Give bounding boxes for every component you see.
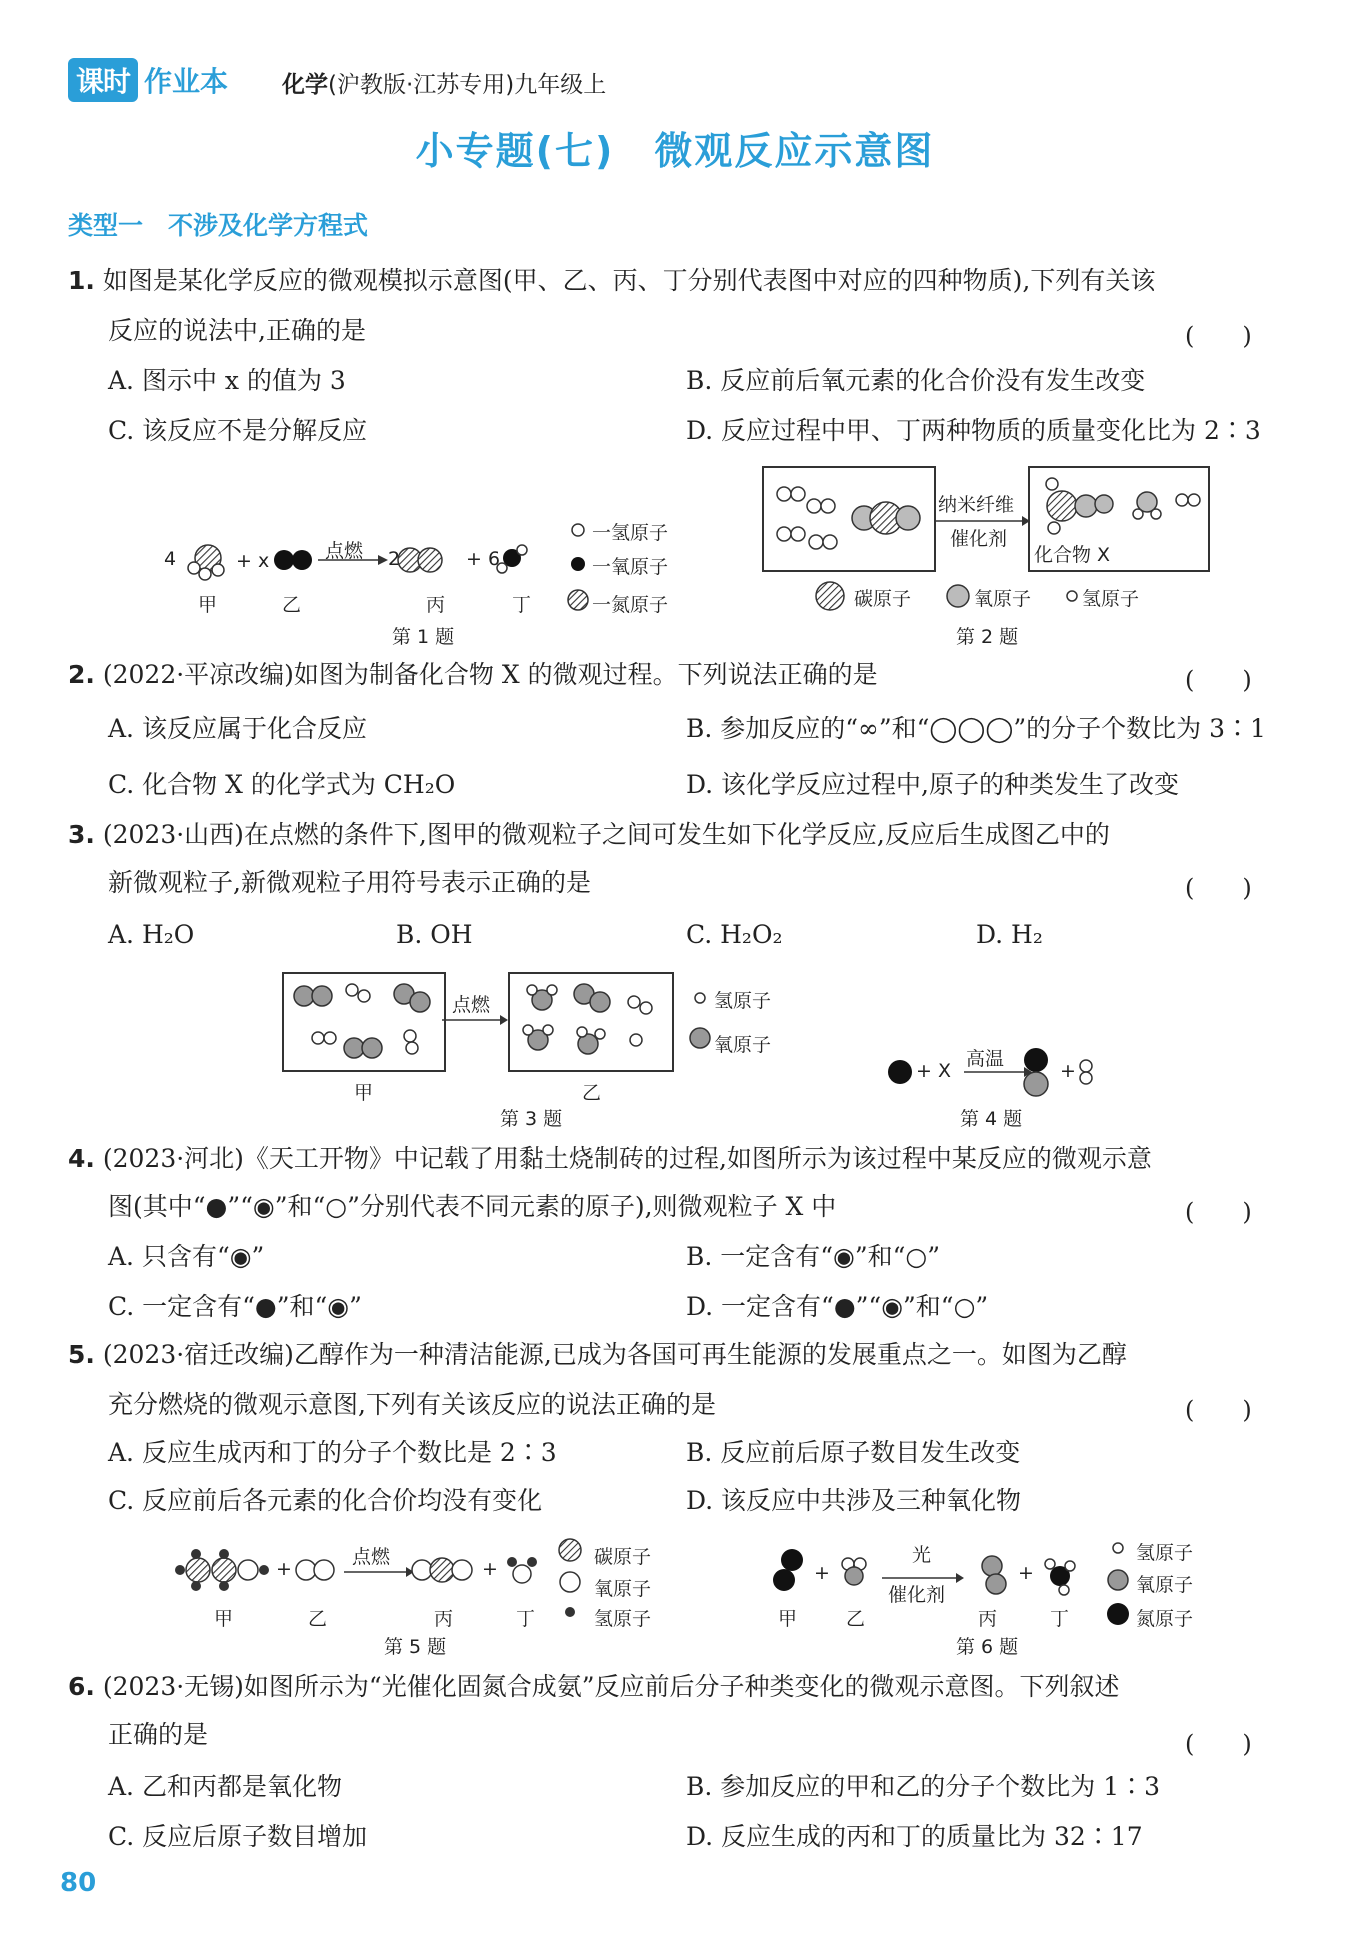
section-heading: 类型一 不涉及化学方程式	[68, 211, 369, 240]
brand-logo	[68, 58, 228, 102]
legend-carbon: 碳原子	[594, 1546, 652, 1568]
option-c[interactable]: C. 反应后原子数目增加	[108, 1822, 368, 1851]
label-bing: 丙	[434, 1608, 454, 1630]
option-c[interactable]: C. H₂O₂	[686, 920, 783, 949]
question-text: (2023·山西)在点燃的条件下,图甲的微观粒子之间可发生如下化学反应,反应后生成图乙中的	[102, 820, 1110, 849]
label-yi: 乙	[582, 1082, 602, 1104]
reaction-condition: 点燃	[452, 994, 491, 1016]
option-b[interactable]: B. OH	[396, 920, 473, 949]
answer-bracket[interactable]: ( )	[1185, 874, 1252, 902]
question-2	[68, 660, 878, 690]
option-b[interactable]: B. 反应前后氧元素的化合价没有发生改变	[686, 366, 1146, 395]
option-d[interactable]: D. 反应生成的丙和丁的质量比为 32∶17	[686, 1822, 1143, 1851]
logo-text: 作业本	[144, 65, 229, 98]
option-a[interactable]: A. 图示中 x 的值为 3	[108, 366, 346, 395]
legend-oxygen: 氧原子	[714, 1034, 772, 1056]
option-c[interactable]: C. 化合物 X 的化学式为 CH₂O	[108, 770, 456, 799]
reaction-condition: 高温	[966, 1048, 1005, 1070]
figure-1-caption: 第 1 题	[392, 626, 455, 648]
question-text-cont: 图(其中“●”“◉”和“○”分别代表不同元素的原子),则微观粒子 X 中	[108, 1192, 837, 1221]
label-ding: 丁	[512, 594, 532, 616]
question-number: 5.	[68, 1340, 95, 1369]
question-text-cont: 反应的说法中,正确的是	[108, 316, 366, 345]
figure-5-caption: 第 5 题	[384, 1636, 447, 1658]
label-yi: 乙	[846, 1608, 866, 1630]
question-number: 3.	[68, 820, 95, 849]
question-number: 6.	[68, 1672, 95, 1701]
figure-4-caption: 第 4 题	[960, 1108, 1023, 1130]
reactant-x: + X	[916, 1060, 951, 1082]
option-b[interactable]: B. 参加反应的甲和乙的分子个数比为 1∶3	[686, 1772, 1161, 1801]
question-text: (2023·宿迁改编)乙醇作为一种清洁能源,已成为各国可再生能源的发展重点之一。如图为乙醇	[102, 1340, 1127, 1369]
option-b[interactable]: B. 反应前后原子数目发生改变	[686, 1438, 1021, 1467]
reaction-condition: 催化剂	[950, 528, 1008, 550]
option-a[interactable]: A. 该反应属于化合反应	[108, 714, 367, 743]
option-d[interactable]: D. 反应过程中甲、丁两种物质的质量变化比为 2∶3	[686, 416, 1261, 445]
legend-hydrogen: 氢原子	[594, 1608, 652, 1630]
reaction-condition: 点燃	[352, 1546, 391, 1568]
label-bing: 丙	[426, 594, 446, 616]
question-number: 1.	[68, 266, 95, 295]
question-number: 4.	[68, 1144, 95, 1173]
book-subtitle	[282, 66, 606, 99]
legend-oxygen: 一氧原子	[592, 556, 669, 578]
coefficient: + x	[236, 550, 270, 572]
question-text: 如图是某化学反应的微观模拟示意图(甲、乙、丙、丁分别代表图中对应的四种物质),下列有关该	[102, 266, 1156, 295]
option-a[interactable]: A. H₂O	[108, 920, 195, 949]
question-6	[68, 1672, 1120, 1702]
legend-oxygen: 氧原子	[594, 1578, 652, 1600]
figure-2-caption: 第 2 题	[956, 626, 1019, 648]
question-text-cont: 充分燃烧的微观示意图,下列有关该反应的说法正确的是	[108, 1390, 716, 1419]
option-d[interactable]: D. 该反应中共涉及三种氧化物	[686, 1486, 1022, 1515]
label-ding: 丁	[516, 1608, 536, 1630]
legend-hydrogen: 一氢原子	[592, 522, 669, 544]
coefficient: 2	[388, 548, 401, 570]
plus-sign: +	[482, 1558, 498, 1580]
option-c[interactable]: C. 一定含有“●”和“◉”	[108, 1292, 362, 1321]
question-5	[68, 1340, 1127, 1370]
question-text-cont: 正确的是	[108, 1720, 209, 1749]
legend-oxygen: 氧原子	[974, 588, 1032, 610]
option-a[interactable]: A. 只含有“◉”	[108, 1242, 265, 1271]
figure-6-caption: 第 6 题	[956, 1636, 1019, 1658]
label-bing: 丙	[978, 1608, 998, 1630]
reaction-condition: 点燃	[325, 540, 364, 562]
option-b[interactable]: B. 一定含有“◉”和“○”	[686, 1242, 941, 1271]
option-c[interactable]: C. 该反应不是分解反应	[108, 416, 368, 445]
label-jia: 甲	[778, 1608, 798, 1630]
coefficient: 4	[164, 548, 177, 570]
legend-oxygen: 氧原子	[1136, 1574, 1194, 1596]
figure-5-legend-icons	[556, 1536, 586, 1626]
question-4	[68, 1144, 1152, 1174]
reaction-condition: 催化剂	[888, 1584, 946, 1606]
question-3	[68, 820, 1110, 850]
legend-carbon: 碳原子	[854, 588, 912, 610]
label-jia: 甲	[214, 1608, 234, 1630]
reaction-condition: 纳米纤维	[938, 494, 1015, 516]
option-d[interactable]: D. 一定含有“●”“◉”和“○”	[686, 1292, 989, 1321]
plus-sign: +	[276, 1558, 292, 1580]
question-text-cont: 新微观粒子,新微观粒子用符号表示正确的是	[108, 868, 591, 897]
option-d[interactable]: D. H₂	[976, 920, 1043, 949]
legend-nitrogen: 氮原子	[1136, 1608, 1194, 1630]
option-d[interactable]: D. 该化学反应过程中,原子的种类发生了改变	[686, 770, 1179, 799]
coefficient: + 6	[466, 548, 501, 570]
label-jia: 甲	[198, 594, 218, 616]
reaction-condition: 光	[912, 1544, 932, 1566]
figure-3-diagram	[282, 972, 682, 1072]
figure-6-legend-icons	[1104, 1536, 1134, 1628]
answer-bracket[interactable]: ( )	[1185, 1198, 1252, 1226]
subject: 化学	[282, 72, 328, 98]
question-1	[68, 266, 1155, 296]
page-number: 80	[60, 1868, 97, 1898]
option-c[interactable]: C. 反应前后各元素的化合价均没有变化	[108, 1486, 543, 1515]
question-number: 2.	[68, 660, 95, 689]
label-ding: 丁	[1050, 1608, 1070, 1630]
answer-bracket[interactable]: ( )	[1185, 1730, 1252, 1758]
answer-bracket[interactable]: ( )	[1185, 322, 1252, 350]
option-a[interactable]: A. 反应生成丙和丁的分子个数比是 2∶3	[108, 1438, 557, 1467]
plus-sign: +	[1018, 1562, 1034, 1584]
legend-hydrogen: 氢原子	[1136, 1542, 1194, 1564]
figure-2-diagram	[762, 466, 1212, 572]
label-jia: 甲	[354, 1082, 374, 1104]
figure-3-caption: 第 3 题	[500, 1108, 563, 1130]
answer-bracket[interactable]: ( )	[1185, 666, 1252, 694]
question-text: (2023·无锡)如图所示为“光催化固氮合成氨”反应前后分子种类变化的微观示意图。下列叙述	[102, 1672, 1120, 1701]
plus-sign: +	[1060, 1060, 1076, 1082]
logo-mark: 课时	[68, 58, 138, 102]
edition: (沪教版·江苏专用)九年级上	[328, 72, 607, 98]
option-b[interactable]: B. 参加反应的“∞”和“◯◯◯”的分子个数比为 3∶1	[686, 714, 1266, 743]
page-title: 小专题(七) 微观反应示意图	[415, 129, 935, 173]
legend-hydrogen: 氢原子	[1082, 588, 1140, 610]
question-text: (2022·平凉改编)如图为制备化合物 X 的微观过程。下列说法正确的是	[102, 660, 878, 689]
answer-bracket[interactable]: ( )	[1185, 1396, 1252, 1424]
plus-sign: +	[814, 1562, 830, 1584]
legend-hydrogen: 氢原子	[714, 990, 772, 1012]
label-yi: 乙	[282, 594, 302, 616]
product-label: 化合物 X	[1034, 544, 1111, 566]
option-a[interactable]: A. 乙和丙都是氧化物	[108, 1772, 342, 1801]
legend-nitrogen: 一氮原子	[592, 594, 669, 616]
question-text: (2023·河北)《天工开物》中记载了用黏土烧制砖的过程,如图所示为该过程中某反应的微观示意	[102, 1144, 1152, 1173]
label-yi: 乙	[308, 1608, 328, 1630]
